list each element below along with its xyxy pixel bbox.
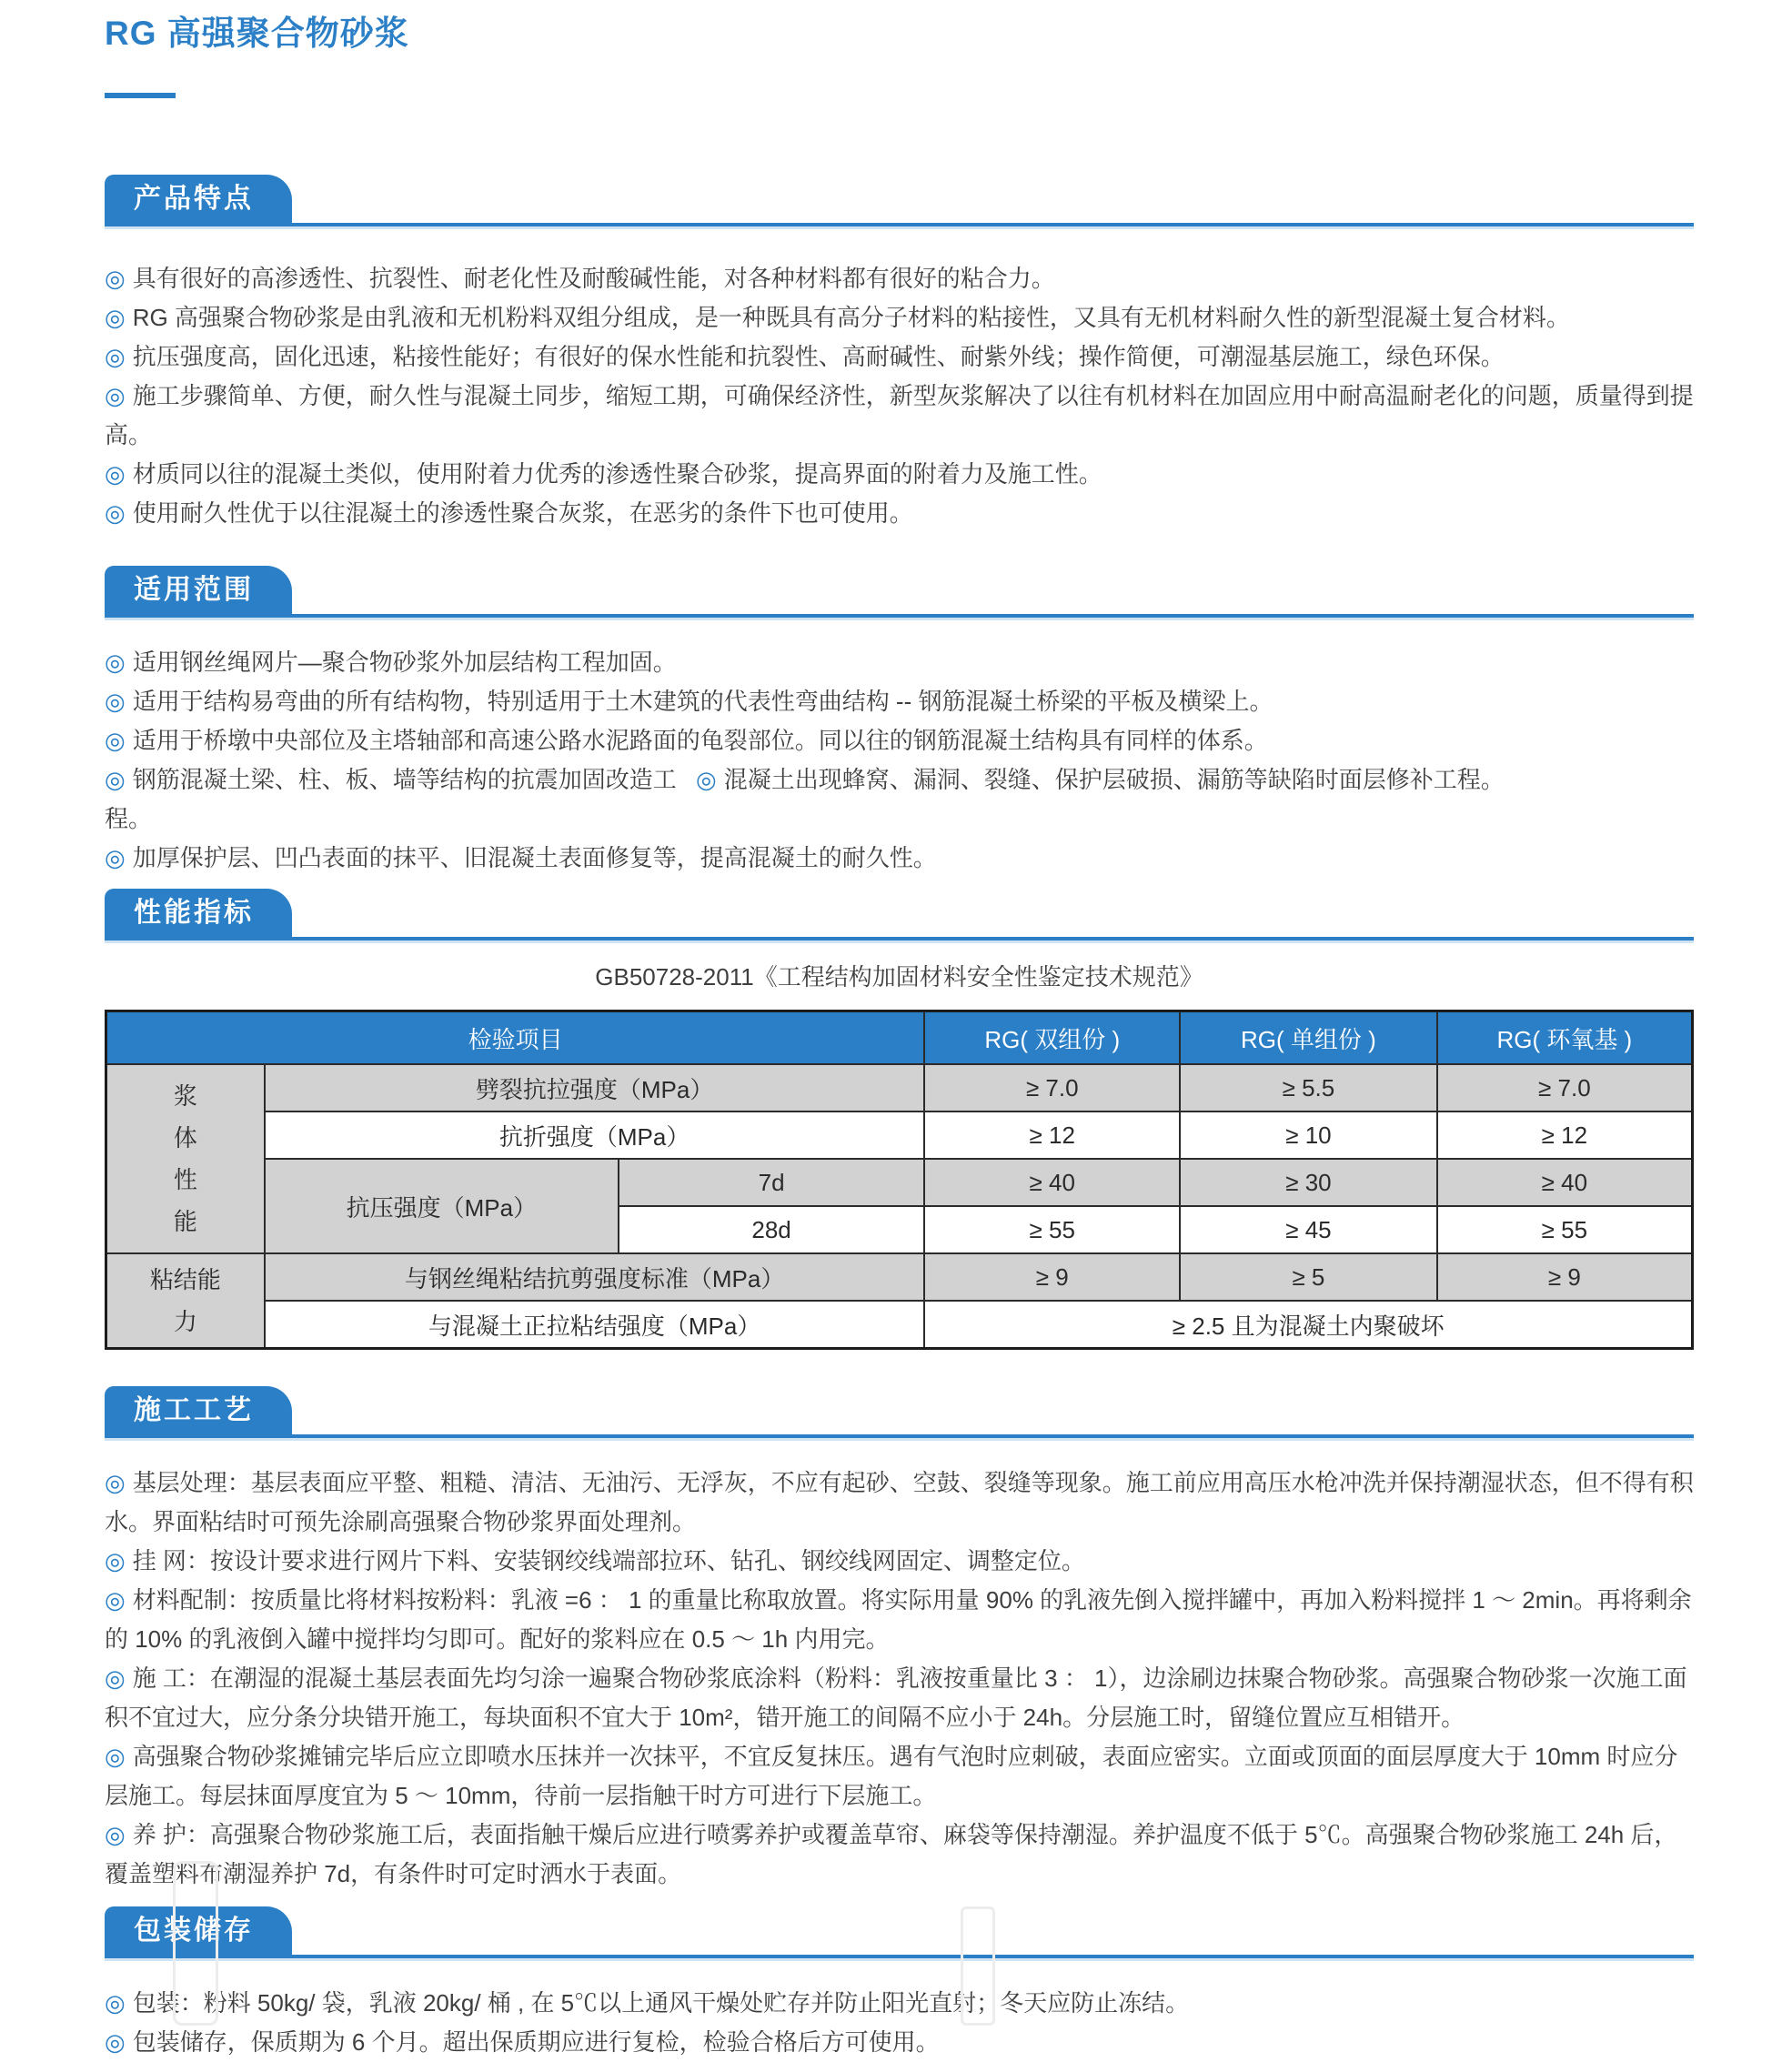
ring-bullet-icon: ◎ [105,649,126,676]
list-item-text: 适用于桥墩中央部位及主塔轴部和高速公路水泥路面的龟裂部位。同以往的钢筋混凝土结构具有同样的体系。 [132,727,1268,754]
row-value: ≥ 30 [1180,1159,1437,1206]
ring-bullet-icon: ◎ [105,382,126,409]
row-value: ≥ 55 [924,1206,1180,1253]
row-value: ≥ 9 [1437,1253,1693,1301]
section-header-performance [105,889,1694,940]
row-value: ≥ 12 [924,1111,1180,1159]
list-item [105,2023,1694,2062]
list-item [105,1737,1694,1816]
row-value: ≥ 12 [1437,1111,1693,1159]
packaging-watermark [173,1861,218,2026]
list-item [105,455,1694,494]
row-subitem: 7d [619,1159,925,1206]
list-item-text: 具有很好的高渗透性、抗裂性、耐老化性及耐酸碱性能，对各种材料都有很好的粘合力。 [132,265,1055,292]
ring-bullet-icon: ◎ [105,766,126,793]
ring-bullet-icon: ◎ [105,2028,126,2056]
list-item [105,760,696,839]
row-item: 抗折强度（MPa） [265,1111,924,1159]
list-item-text: 适用于结构易弯曲的所有结构物，特别适用于土木建筑的代表性弯曲结构 -- 钢筋混凝土桥梁的平板及横梁上。 [132,688,1274,715]
row-value: ≥ 40 [924,1159,1180,1206]
ring-bullet-icon: ◎ [105,499,126,527]
packaging-list [105,1984,1694,2062]
list-item-text: 包装：粉料 50kg/ 袋，乳液 20kg/ 桶 , 在 5℃以上通风干燥处贮存并防止阳光直射；冬天应防止冻结。 [132,1989,1190,2017]
list-item [105,1816,1694,1894]
row-subitem: 28d [619,1206,925,1253]
row-item: 与混凝土正拉粘结强度（MPa） [265,1301,924,1349]
row-value: ≥ 7.0 [924,1064,1180,1111]
table-row [106,1159,1693,1206]
list-item [105,259,1694,298]
col-header-rg-one-part: RG( 单组份 ) [1180,1011,1437,1065]
ring-bullet-icon: ◎ [105,1586,126,1614]
list-item-dual [105,760,1694,839]
row-value: ≥ 10 [1180,1111,1437,1159]
list-item-text: 包装储存，保质期为 6 个月。超出保质期应进行复检，检验合格后方可使用。 [132,2028,940,2056]
list-item [105,494,1694,533]
row-value: ≥ 55 [1437,1206,1693,1253]
table-caption: GB50728-2011《工程结构加固材料安全性鉴定技术规范》 [595,963,1203,991]
list-item-text: 挂 网：按设计要求进行网片下料、安装钢绞线端部拉环、钻孔、钢绞线网固定、调整定位。 [132,1547,1085,1574]
page-title: RG 高强聚合物砂浆 [105,15,409,52]
row-value: ≥ 45 [1180,1206,1437,1253]
list-item-text: 施 工：在潮湿的混凝土基层表面先均匀涂一遍聚合物砂浆底涂料（粉料：乳液按重量比 3 ： 1），边涂刷边抹聚合物砂浆。高强聚合物砂浆一次施工面积不宜过大，应分条分块错开施工，每块面积不宜大于 10m²，错开施工的间隔不应小于 24h。分层施工时，留缝位置应互相错开。 [105,1665,1687,1731]
section-tab-scope: 适用范围 [105,566,292,614]
list-item [105,1464,1694,1542]
list-item [105,682,1694,721]
ring-bullet-icon: ◎ [105,304,126,331]
row-item: 劈裂抗拉强度（MPa） [265,1064,924,1111]
list-item-text: 抗压强度高，固化迅速，粘接性能好；有很好的保水性能和抗裂性、高耐碱性、耐紫外线；操作简便，可潮湿基层施工，绿色环保。 [132,343,1505,370]
row-span-value: ≥ 2.5 且为混凝土内聚破坏 [924,1301,1692,1349]
list-item [105,1581,1694,1659]
list-item-text: 材料配制：按质量比将材料按粉料：乳液 =6 ： 1 的重量比称取放置。将实际用量 90% 的乳液先倒入搅拌罐中，再加入粉料搅拌 1 ～ 2min。再将剩余的 10% 的乳液倒入罐中搅拌均匀即可。配好的浆料应在 0.5 ～ 1h 内用完。 [105,1586,1692,1653]
ring-bullet-icon: ◎ [105,265,126,292]
ring-bullet-icon: ◎ [105,1743,126,1770]
list-item-text: 基层处理：基层表面应平整、粗糙、清洁、无油污、无浮灰，不应有起砂、空鼓、裂缝等现象。施工前应用高压水枪冲洗并保持潮湿状态，但不得有积水。界面粘结时可预先涂刷高强聚合物砂浆界面处理剂。 [105,1469,1694,1535]
ring-bullet-icon: ◎ [105,343,126,370]
section-tab-features: 产品特点 [105,175,292,223]
list-item [105,1984,1694,2023]
list-item-text: 养 护：高强聚合物砂浆施工后，表面指触干燥后应进行喷雾养护或覆盖草帘、麻袋等保持潮湿。养护温度不低于 5℃。高强聚合物砂浆施工 24h 后，覆盖塑料布潮湿养护 7d，有条件时可定时洒水于表面。 [105,1821,1678,1887]
ring-bullet-icon: ◎ [105,727,126,754]
list-item [105,298,1694,337]
list-item-text: 材质同以往的混凝土类似，使用附着力优秀的渗透性聚合砂浆，提高界面的附着力及施工性。 [132,460,1102,488]
list-item [105,377,1694,455]
group-label: 粘结能力 [149,1266,221,1335]
performance-table [105,1010,1694,1350]
packaging-watermark [961,1906,995,2026]
col-header-item: 检验项目 [106,1011,925,1065]
title-underline [105,93,176,98]
col-header-rg-two-part: RG( 双组份 ) [924,1011,1180,1065]
ring-bullet-icon: ◎ [105,1989,126,2017]
ring-bullet-icon: ◎ [105,1469,126,1496]
process-list [105,1464,1694,1894]
row-value: ≥ 40 [1437,1159,1693,1206]
group-label: 浆体性能 [173,1082,197,1235]
scope-list [105,643,1694,878]
list-item-text: 钢筋混凝土梁、柱、板、墙等结构的抗震加固改造工程。 [105,766,677,832]
row-item: 抗压强度（MPa） [265,1159,619,1253]
list-item-text: 施工步骤简单、方便，耐久性与混凝土同步，缩短工期，可确保经济性，新型灰浆解决了以往有机材料在加固应用中耐高温耐老化的问题，质量得到提高。 [105,382,1694,448]
list-item [696,760,1694,839]
section-tab-packaging: 包装储存 [105,1906,292,1955]
table-row [106,1111,1693,1159]
list-item [105,839,1694,878]
col-header-rg-epoxy: RG( 环氧基 ) [1437,1011,1693,1065]
features-list [105,259,1694,533]
row-value: ≥ 7.0 [1437,1064,1693,1111]
ring-bullet-icon: ◎ [105,1821,126,1848]
ring-bullet-icon: ◎ [105,1547,126,1574]
table-row [106,1253,1693,1301]
list-item-text: 加厚保护层、凹凸表面的抹平、旧混凝土表面修复等，提高混凝土的耐久性。 [132,844,937,871]
list-item [105,337,1694,377]
list-item [105,1659,1694,1737]
list-item-text: 混凝土出现蜂窝、漏洞、裂缝、保护层破损、漏筋等缺陷时面层修补工程。 [723,766,1505,793]
section-header-scope [105,566,1694,618]
row-value: ≥ 5.5 [1180,1064,1437,1111]
section-header-features [105,175,1694,226]
table-row [106,1064,1693,1111]
table-header-row [106,1011,1693,1065]
row-group-slurry [106,1064,265,1253]
list-item-text: 高强聚合物砂浆摊铺完毕后应立即喷水压抹并一次抹平，不宜反复抹压。遇有气泡时应刺破，表面应密实。立面或顶面的面层厚度大于 10mm 时应分层施工。每层抹面厚度宜为 5 ～ 10mm，待前一层指触干时方可进行下层施工。 [105,1743,1678,1809]
table-row [106,1301,1693,1349]
ring-bullet-icon: ◎ [105,688,126,715]
list-item-text: RG 高强聚合物砂浆是由乳液和无机粉料双组分组成，是一种既具有高分子材料的粘接性，又具有无机材料耐久性的新型混凝土复合材料。 [132,304,1570,331]
list-item [105,643,1694,682]
section-tab-performance: 性能指标 [105,889,292,937]
ring-bullet-icon: ◎ [105,460,126,488]
list-item [105,721,1694,760]
row-value: ≥ 9 [924,1253,1180,1301]
ring-bullet-icon: ◎ [105,844,126,871]
section-header-process [105,1386,1694,1438]
row-item: 与钢丝绳粘结抗剪强度标准（MPa） [265,1253,924,1301]
list-item [105,1542,1694,1581]
ring-bullet-icon: ◎ [105,1665,126,1692]
section-header-packaging [105,1906,1694,1958]
list-item-text: 使用耐久性优于以往混凝土的渗透性聚合灰浆，在恶劣的条件下也可使用。 [132,499,913,527]
ring-bullet-icon: ◎ [696,766,717,793]
row-group-bond [106,1253,265,1349]
list-item-text: 适用钢丝绳网片—聚合物砂浆外加层结构工程加固。 [132,649,677,676]
row-value: ≥ 5 [1180,1253,1437,1301]
section-tab-process: 施工工艺 [105,1386,292,1434]
